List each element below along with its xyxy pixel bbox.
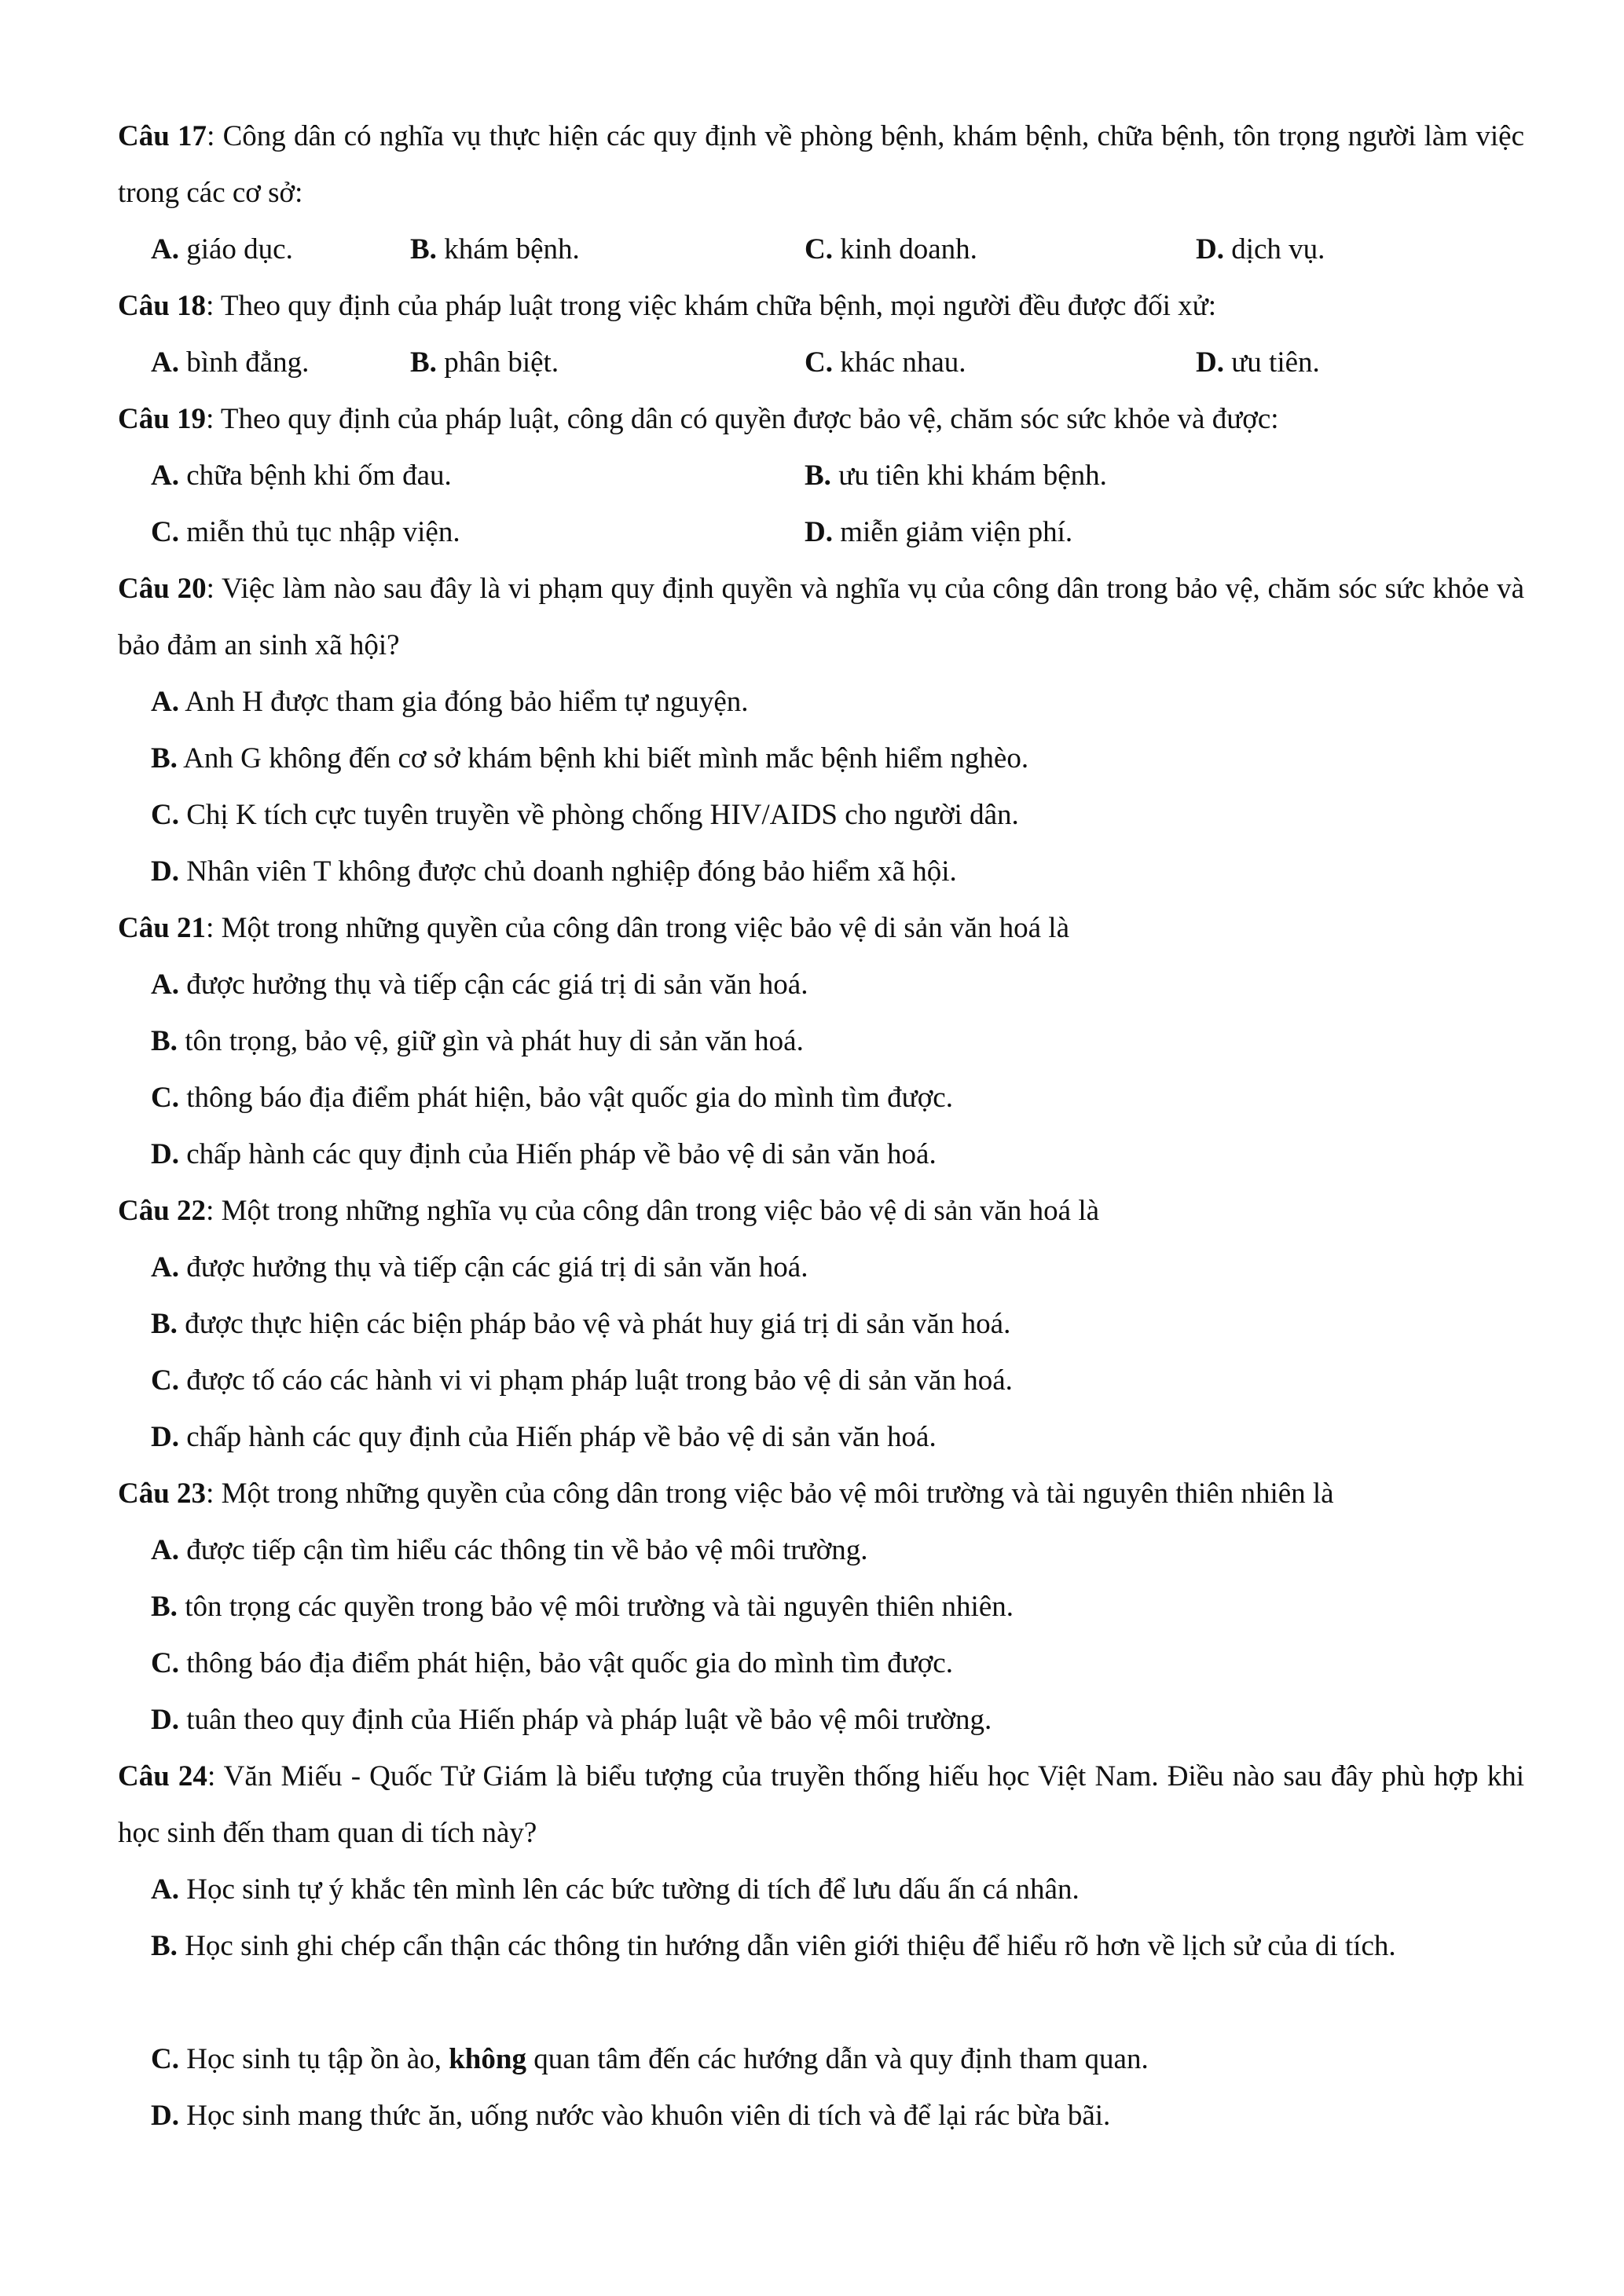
- option-c: C. Chị K tích cực tuyên truyền về phòng chống HIV/AIDS cho người dân.: [151, 799, 1019, 831]
- option-b: B. khám bệnh.: [410, 233, 580, 265]
- option-b: B. phân biệt.: [410, 346, 559, 379]
- option-b: B. Anh G không đến cơ sở khám bệnh khi biết mình mắc bệnh hiểm nghèo.: [151, 742, 1029, 774]
- question-stem: : Một trong những quyền của công dân trong việc bảo vệ di sản văn hoá là: [206, 912, 1070, 944]
- question-number: Câu 18: [118, 290, 207, 322]
- option-a: A. Anh H được tham gia đóng bảo hiểm tự nguyện.: [151, 686, 749, 718]
- question-number: Câu 22: [118, 1195, 207, 1227]
- option-d: D. chấp hành các quy định của Hiến pháp về bảo vệ di sản văn hoá.: [151, 1421, 937, 1453]
- option-c: C. thông báo địa điểm phát hiện, bảo vật quốc gia do mình tìm được.: [151, 1647, 953, 1679]
- question-number: Câu 23: [118, 1478, 207, 1510]
- option-d: D. ưu tiên.: [1196, 346, 1320, 379]
- option-c: C. được tố cáo các hành vi vi phạm pháp luật trong bảo vệ di sản văn hoá.: [151, 1364, 1013, 1397]
- emphasis-word: không: [449, 2043, 526, 2075]
- option-a: A. chữa bệnh khi ốm đau.: [151, 460, 452, 492]
- option-c: C. khác nhau.: [805, 346, 966, 379]
- question-number: Câu 19: [118, 403, 207, 435]
- option-b: B. Học sinh ghi chép cẩn thận các thông tin hướng dẫn viên giới thiệu để hiểu rõ hơn về lịch sử của di tích.: [151, 1930, 1396, 1962]
- question-stem: : Theo quy định của pháp luật trong việc khám chữa bệnh, mọi người đều được đối xử:: [206, 290, 1217, 322]
- option-c: C. kinh doanh.: [805, 233, 977, 265]
- question-24: [118, 1749, 1524, 1862]
- question-stem: : Một trong những quyền của công dân trong việc bảo vệ môi trường và tài nguyên thiên nhiên là: [206, 1478, 1334, 1510]
- options-row-18: [151, 335, 1487, 391]
- option-a: A. bình đẳng.: [151, 346, 310, 379]
- option-b: B. tôn trọng, bảo vệ, giữ gìn và phát huy di sản văn hoá.: [151, 1025, 804, 1057]
- question-22: [118, 1183, 1524, 1240]
- option-b: B. được thực hiện các biện pháp bảo vệ và phát huy giá trị di sản văn hoá.: [151, 1308, 1011, 1340]
- option-c: C. Học sinh tụ tập ồn ào, không quan tâm đến các hướng dẫn và quy định tham quan.: [151, 2043, 1149, 2075]
- question-18: [118, 278, 1524, 335]
- options-row-19b: [151, 504, 1487, 561]
- option-d: D. Nhân viên T không được chủ doanh nghiệp đóng bảo hiểm xã hội.: [151, 855, 957, 888]
- option-a: A. được hưởng thụ và tiếp cận các giá trị di sản văn hoá.: [151, 969, 808, 1001]
- question-number: Câu 17: [118, 120, 207, 152]
- question-21: [118, 900, 1524, 957]
- question-17: [118, 108, 1524, 222]
- options-row-17: [151, 222, 1487, 278]
- option-d: D. Học sinh mang thức ăn, uống nước vào khuôn viên di tích và để lại rác bừa bãi.: [151, 2100, 1111, 2132]
- question-stem: : Công dân có nghĩa vụ thực hiện các quy định về phòng bệnh, khám bệnh, chữa bệnh, tôn trọng người làm việc trong các cơ sở:: [118, 120, 1524, 209]
- option-a: A. được tiếp cận tìm hiểu các thông tin về bảo vệ môi trường.: [151, 1534, 868, 1566]
- option-c: C. miễn thủ tục nhập viện.: [151, 516, 460, 548]
- option-d: D. tuân theo quy định của Hiến pháp và pháp luật về bảo vệ môi trường.: [151, 1704, 992, 1736]
- option-b: B. tôn trọng các quyền trong bảo vệ môi trường và tài nguyên thiên nhiên.: [151, 1591, 1014, 1623]
- question-stem: : Theo quy định của pháp luật, công dân có quyền được bảo vệ, chăm sóc sức khỏe và được:: [206, 403, 1279, 435]
- question-20: [118, 561, 1524, 674]
- option-a: A. giáo dục.: [151, 233, 293, 265]
- option-a: A. Học sinh tự ý khắc tên mình lên các bức tường di tích để lưu dấu ấn cá nhân.: [151, 1873, 1080, 1906]
- question-stem: : Văn Miếu - Quốc Tử Giám là biểu tượng của truyền thống hiếu học Việt Nam. Điều nào sau đây phù hợp khi học sinh đến tham quan di tích này?: [118, 1760, 1524, 1849]
- question-23: [118, 1466, 1611, 1522]
- question-number: Câu 24: [118, 1760, 207, 1792]
- option-d: D. chấp hành các quy định của Hiến pháp về bảo vệ di sản văn hoá.: [151, 1138, 937, 1170]
- option-d: D. dịch vụ.: [1196, 233, 1325, 265]
- question-number: Câu 20: [118, 573, 207, 605]
- option-d: D. miễn giảm viện phí.: [805, 516, 1073, 548]
- option-a: A. được hưởng thụ và tiếp cận các giá trị di sản văn hoá.: [151, 1251, 808, 1283]
- question-stem: : Một trong những nghĩa vụ của công dân trong việc bảo vệ di sản văn hoá là: [206, 1195, 1100, 1227]
- question-19: [118, 391, 1524, 448]
- option-c: C. thông báo địa điểm phát hiện, bảo vật quốc gia do mình tìm được.: [151, 1082, 953, 1114]
- options-row-19a: [151, 448, 1487, 504]
- question-stem: : Việc làm nào sau đây là vi phạm quy định quyền và nghĩa vụ của công dân trong bảo vệ, chăm sóc sức khỏe và bảo đảm an sinh xã hội?: [118, 573, 1524, 661]
- option-b: B. ưu tiên khi khám bệnh.: [805, 460, 1107, 492]
- question-number: Câu 21: [118, 912, 207, 944]
